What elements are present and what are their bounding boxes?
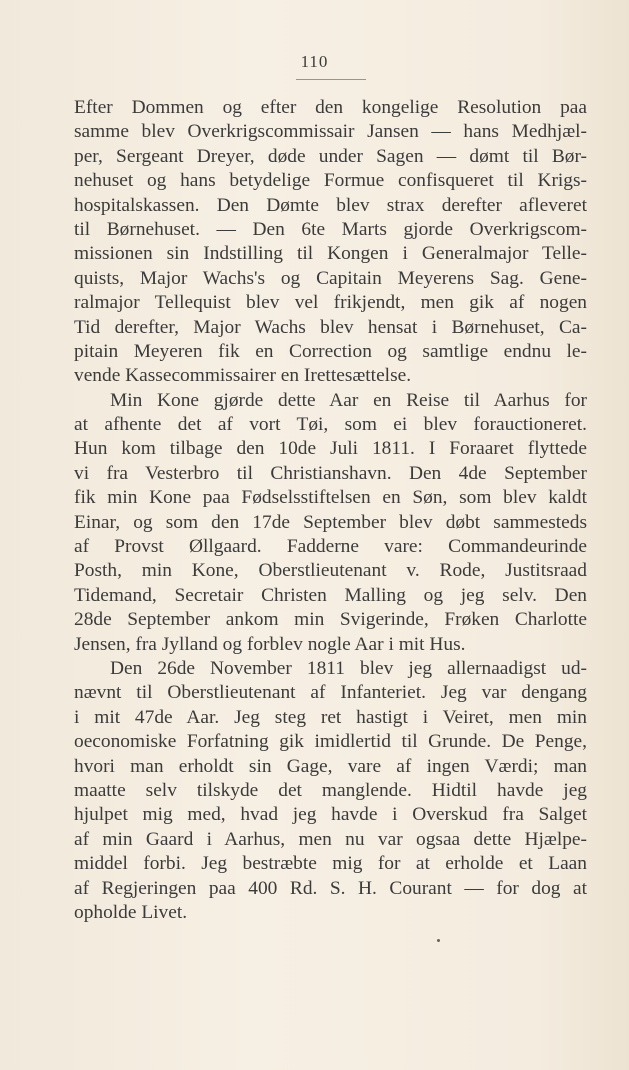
text-line: opholde Livet. bbox=[74, 901, 188, 923]
text-line: maatte selv tilskyde det manglende. Hidtil havde jeg bbox=[74, 779, 587, 801]
text-line: 28de September ankom min Svigerinde, Frøken Charlotte bbox=[74, 609, 587, 631]
header-rule bbox=[296, 79, 366, 80]
text-line: samme blev Overkrigscommissair Jansen — hans Medhjæl- bbox=[74, 121, 587, 143]
page-number: 110 bbox=[300, 52, 329, 71]
text-line: Hun kom tilbage den 10de Juli 1811. I Foraaret flyttede bbox=[74, 438, 587, 460]
text-line: per, Sergeant Dreyer, døde under Sagen — dømt til Bør- bbox=[74, 145, 587, 167]
text-line: vi fra Vesterbro til Christianshavn. Den 4de September bbox=[74, 462, 587, 484]
text-line: af min Gaard i Aarhus, men nu var ogsaa dette Hjælpe- bbox=[74, 828, 587, 850]
text-line: Einar, og som den 17de September blev døbt sammesteds bbox=[74, 511, 587, 533]
text-line: quists, Major Wachs's og Capitain Meyerens Sag. Gene- bbox=[74, 267, 587, 289]
text-line: hvori man erholdt sin Gage, vare af ingen Værdi; man bbox=[74, 755, 587, 777]
text-line: hospitalskassen. Den Dømte blev strax derefter afleveret bbox=[74, 194, 587, 216]
text-line: Tid derefter, Major Wachs blev hensat i Børnehuset, Ca- bbox=[74, 316, 587, 338]
text-line: missionen sin Indstilling til Kongen i Generalmajor Telle- bbox=[74, 243, 587, 265]
text-line: at afhente det af vort Tøi, som ei blev forauctioneret. bbox=[74, 414, 587, 436]
text-line: Efter Dommen og efter den kongelige Resolution paa bbox=[74, 97, 587, 118]
ink-speck bbox=[437, 939, 440, 942]
text-line: Den 26de November 1811 blev jeg allernaadigst ud- bbox=[110, 657, 587, 679]
text-line: nehuset og hans betydelige Formue confisqueret til Krigs- bbox=[74, 170, 587, 192]
text-line: af Provst Øllgaard. Fadderne vare: Commandeurinde bbox=[74, 536, 587, 558]
text-line: af Regjeringen paa 400 Rd. S. H. Courant — for dog at bbox=[74, 877, 587, 899]
text-line: ralmajor Tellequist blev vel frikjendt, men gik af nogen bbox=[74, 292, 587, 314]
text-line: middel forbi. Jeg bestræbte mig for at erholde et Laan bbox=[74, 853, 587, 875]
text-line: nævnt til Oberstlieutenant af Infanteriet. Jeg var dengang bbox=[74, 682, 587, 704]
text-line: oeconomiske Forfatning gik imidlertid til Grunde. De Penge, bbox=[74, 731, 587, 753]
text-line: vende Kassecommissairer en Irettesættelse. bbox=[74, 365, 412, 387]
text-line: Posth, min Kone, Oberstlieutenant v. Rode, Justitsraad bbox=[74, 560, 587, 582]
text-line: Tidemand, Secretair Christen Malling og jeg selv. Den bbox=[74, 584, 587, 606]
text-line: pitain Meyeren fik en Correction og samtlige endnu le- bbox=[74, 340, 587, 362]
text-line: Min Kone gjørde dette Aar en Reise til Aarhus for bbox=[110, 389, 587, 411]
text-line: fik min Kone paa Fødselsstiftelsen en Søn, som blev kaldt bbox=[74, 487, 587, 509]
text-line: til Børnehuset. — Den 6te Marts gjorde Overkrigscom- bbox=[74, 218, 587, 240]
text-line: i mit 47de Aar. Jeg steg ret hastigt i Veiret, men min bbox=[74, 706, 587, 728]
text-line: hjulpet mig med, hvad jeg havde i Overskud fra Salget bbox=[74, 804, 587, 826]
text-line: Jensen, fra Jylland og forblev nogle Aar i mit Hus. bbox=[74, 633, 466, 655]
body-text bbox=[74, 96, 587, 925]
